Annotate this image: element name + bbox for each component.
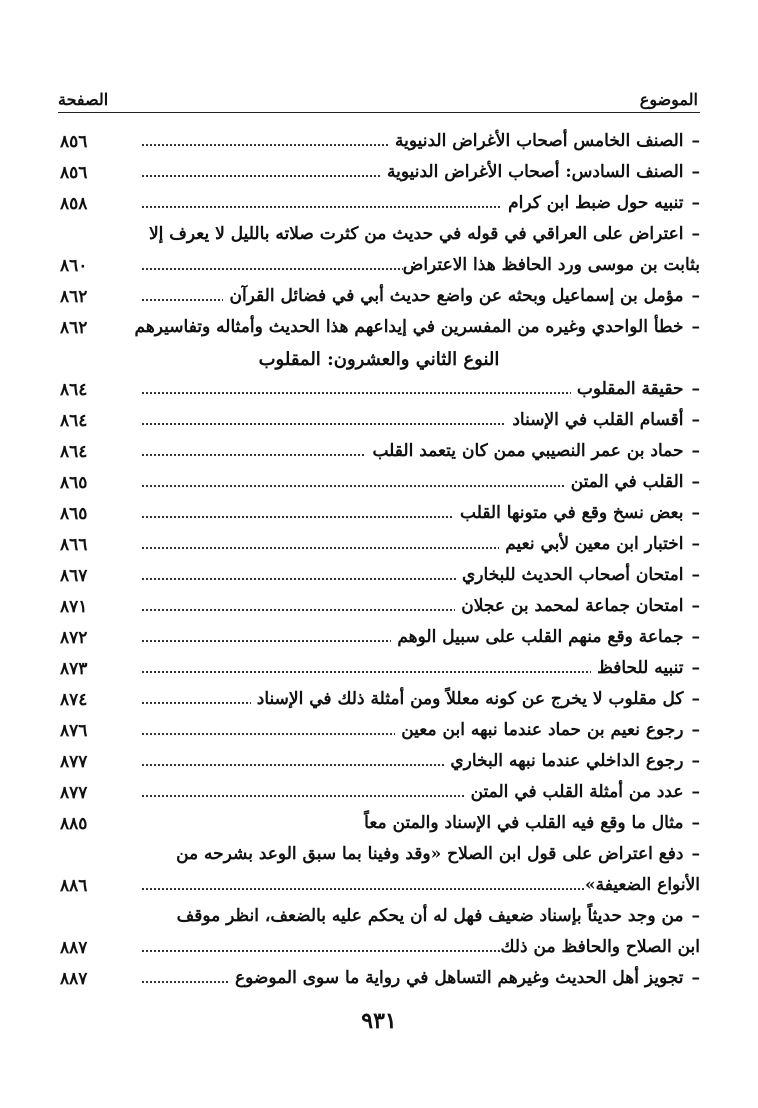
entry-page: ٨٧٣ (60, 659, 88, 679)
entry-text: الصنف السادس: أصحاب الأغراض الدنيوية (387, 162, 684, 182)
entry-text: حقيقة المقلوب (576, 379, 684, 399)
toc-entry: –جماعة وقع منهم القلب على سبيل الوهم ٨٧٢ (60, 627, 700, 648)
toc-entry: –تنبيه حول ضبط ابن كرام ٨٥٨ (60, 193, 700, 214)
entry-text-continued: الأنواع الضعيفة» (584, 875, 700, 895)
entry-text: تجويز أهل الحديث وغيرهم التساهل في رواية ما سوى الموضوع (234, 968, 684, 988)
page-number: ٩٣١ (361, 1008, 397, 1034)
entry-page: ٨٨٥ (60, 814, 88, 834)
entry-page: ٨٨٧ (60, 969, 88, 989)
entry-page: ٨٦٤ (60, 380, 88, 400)
toc-entry: –مؤمل بن إسماعيل وبحثه عن واضع حديث أبي في فضائل القرآن ٨٦٢ (60, 286, 700, 307)
toc-entry-continuation (58, 251, 700, 282)
entry-text: دفع اعتراض على قول ابن الصلاح «وقد وفينا بما سبق الوعد بشرحه من (176, 844, 684, 864)
toc-entry: –امتحان جماعة لمحمد بن عجلان ٨٧١ (60, 596, 700, 617)
toc-entry: –رجوع الداخلي عندما نبهه البخاري ٨٧٧ (60, 751, 700, 772)
entry-page: ٨٧٦ (60, 721, 88, 741)
entry-text: عدد من أمثلة القلب في المتن (470, 782, 684, 802)
entry-text: تنبيه للحافظ (597, 658, 684, 678)
entry-page: ٨٦٥ (60, 473, 88, 493)
entry-page: ٨٦٤ (60, 442, 88, 462)
table-header (58, 84, 698, 114)
page-column-label: الصفحة (58, 90, 109, 109)
toc-entry: –تجويز أهل الحديث وغيرهم التساهل في رواية ما سوى الموضوع ٨٨٧ (60, 968, 700, 989)
entry-text: اعتراض على العراقي في قوله في حديث من كثرت صلاته بالليل لا يعرف إلا (148, 224, 684, 244)
toc-entry-continuation (58, 871, 700, 902)
entry-page: ٨٦٢ (60, 287, 88, 307)
entry-page: ٨٧٧ (60, 783, 88, 803)
toc-entry: –عدد من أمثلة القلب في المتن ٨٧٧ (60, 782, 700, 803)
entry-page: ٨٦٤ (60, 411, 88, 431)
entry-page: ٨٨٦ (60, 876, 88, 896)
toc-entry: –اختبار ابن معين لأبي نعيم ٨٦٦ (60, 534, 700, 555)
entry-text: رجوع نعيم بن حماد عندما نبهه ابن معين (401, 720, 684, 740)
toc-entry: –حقيقة المقلوب ٨٦٤ (60, 379, 700, 400)
toc-entry: –الصنف السادس: أصحاب الأغراض الدنيوية ٨٥٦ (60, 162, 700, 183)
entry-page: ٨٧١ (60, 597, 88, 617)
toc-entry: –الصنف الخامس أصحاب الأغراض الدنيوية ٨٥٦ (60, 131, 700, 152)
entry-text: الصنف الخامس أصحاب الأغراض الدنيوية (395, 131, 684, 151)
toc-entry: –أقسام القلب في الإسناد ٨٦٤ (60, 410, 700, 431)
entry-page: ٨٨٧ (60, 938, 88, 958)
toc-entry: –من وجد حديثاً بإسناد ضعيف فهل له أن يحكم عليه بالضعف، انظر موقف (58, 902, 700, 933)
entry-text: امتحان جماعة لمحمد بن عجلان (461, 596, 684, 616)
toc-entry: –القلب في المتن ٨٦٥ (60, 472, 700, 493)
entry-text: تنبيه حول ضبط ابن كرام (508, 193, 684, 213)
toc-entry: –بعض نسخ وقع في متونها القلب ٨٦٥ (60, 503, 700, 524)
entry-text: كل مقلوب لا يخرج عن كونه معللاً ومن أمثلة ذلك في الإسناد (256, 689, 684, 709)
toc-entry: –دفع اعتراض على قول ابن الصلاح «وقد وفينا بما سبق الوعد بشرحه من (58, 840, 700, 871)
entry-text: اختبار ابن معين لأبي نعيم (505, 534, 684, 554)
toc-entry: –تنبيه للحافظ ٨٧٣ (60, 658, 700, 679)
toc-entry: –مثال ما وقع فيه القلب في الإسناد والمتن معاً ٨٨٥ (60, 813, 700, 834)
topic-column-label: الموضوع (639, 90, 698, 109)
entry-page: ٨٧٢ (60, 628, 88, 648)
toc-entry-continuation (58, 933, 700, 964)
entry-page: ٨٥٦ (60, 163, 88, 183)
entry-text-continued: ابن الصلاح والحافظ من ذلك (500, 937, 700, 957)
entry-page: ٨٧٧ (60, 752, 88, 772)
entry-page: ٨٧٤ (60, 690, 88, 710)
entry-page: ٨٦٠ (60, 256, 88, 276)
entry-page: ٨٦٢ (60, 318, 88, 338)
entry-text: امتحان أصحاب الحديث للبخاري (462, 565, 684, 585)
entry-text: بعض نسخ وقع في متونها القلب (460, 503, 684, 523)
entry-text: جماعة وقع منهم القلب على سبيل الوهم (397, 627, 684, 647)
entry-text: حماد بن عمر النصيبي ممن كان يتعمد القلب (372, 441, 684, 461)
entry-text: مؤمل بن إسماعيل وبحثه عن واضع حديث أبي في فضائل القرآن (229, 286, 684, 306)
entry-text: من وجد حديثاً بإسناد ضعيف فهل له أن يحكم عليه بالضعف، انظر موقف (176, 906, 684, 926)
toc-entry: –كل مقلوب لا يخرج عن كونه معللاً ومن أمثلة ذلك في الإسناد ٨٧٤ (60, 689, 700, 710)
toc-entry: –حماد بن عمر النصيبي ممن كان يتعمد القلب ٨٦٤ (60, 441, 700, 462)
toc-entry: –اعتراض على العراقي في قوله في حديث من كثرت صلاته بالليل لا يعرف إلا (58, 220, 700, 251)
entry-text: رجوع الداخلي عندما نبهه البخاري (450, 751, 684, 771)
entry-text: خطأ الواحدي وغيره من المفسرين في إيداعهم هذا الحديث وأمثاله وتفاسيرهم (134, 317, 684, 337)
toc-entry: –خطأ الواحدي وغيره من المفسرين في إيداعهم هذا الحديث وأمثاله وتفاسيرهم ٨٦٢ (60, 317, 700, 338)
entry-page: ٨٦٧ (60, 566, 88, 586)
entry-page: ٨٦٦ (60, 535, 88, 555)
entry-page: ٨٥٨ (60, 194, 88, 214)
toc-entry: –امتحان أصحاب الحديث للبخاري ٨٦٧ (60, 565, 700, 586)
entry-text: أقسام القلب في الإسناد (512, 410, 684, 430)
entry-page: ٨٥٦ (60, 132, 88, 152)
entry-text: مثال ما وقع فيه القلب في الإسناد والمتن معاً (364, 813, 684, 833)
section-title: النوع الثاني والعشرون: المقلوب (258, 349, 500, 370)
entry-page: ٨٦٥ (60, 504, 88, 524)
header-divider (58, 112, 700, 113)
entry-text: القلب في المتن (570, 472, 684, 492)
entry-text-continued: بثابت بن موسى ورد الحافظ هذا الاعتراض (402, 255, 700, 275)
toc-entry: –رجوع نعيم بن حماد عندما نبهه ابن معين ٨٧٦ (60, 720, 700, 741)
table-of-contents (58, 127, 700, 995)
